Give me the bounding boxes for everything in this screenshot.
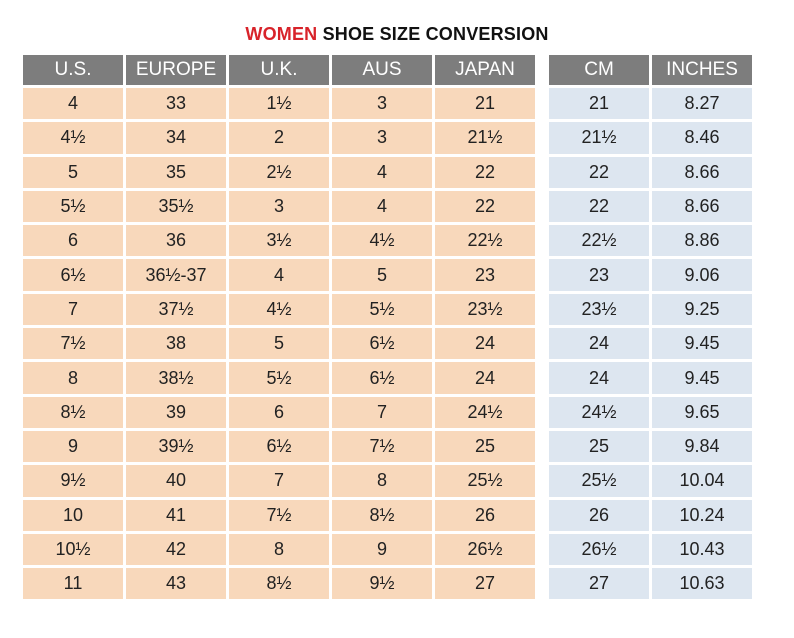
cell-europe: 41 [126,500,226,531]
cell-aus: 6½ [332,328,432,359]
cell-us: 11 [23,568,123,599]
length-conversion-table [546,52,755,602]
cell-us: 4½ [23,122,123,153]
cell-europe: 39½ [126,431,226,462]
table-row [549,259,752,290]
cell-japan: 27 [435,568,535,599]
cell-inches: 8.46 [652,122,752,153]
cell-us: 10 [23,500,123,531]
cell-inches: 9.06 [652,259,752,290]
cell-europe: 35 [126,157,226,188]
cell-inches: 9.45 [652,328,752,359]
cell-cm: 23½ [549,294,649,325]
cell-europe: 36½-37 [126,259,226,290]
table-row [23,568,535,599]
cell-uk: 1½ [229,88,329,119]
cell-aus: 9 [332,534,432,565]
header-us: U.S. [23,55,123,85]
header-europe: EUROPE [126,55,226,85]
cell-us: 4 [23,88,123,119]
table-row [23,397,535,428]
table-row [23,465,535,496]
cell-inches: 8.66 [652,191,752,222]
cell-inches: 10.24 [652,500,752,531]
cell-us: 7 [23,294,123,325]
table-row [23,88,535,119]
table-row [23,225,535,256]
table-row [23,122,535,153]
title-rest: SHOE SIZE CONVERSION [317,24,549,44]
cell-cm: 22 [549,157,649,188]
cell-europe: 35½ [126,191,226,222]
cell-inches: 8.86 [652,225,752,256]
cell-uk: 5 [229,328,329,359]
cell-europe: 43 [126,568,226,599]
cell-europe: 38 [126,328,226,359]
cell-aus: 7½ [332,431,432,462]
table-row [23,431,535,462]
table-row [549,294,752,325]
cell-uk: 6 [229,397,329,428]
cell-uk: 2 [229,122,329,153]
cell-us: 9 [23,431,123,462]
cell-uk: 6½ [229,431,329,462]
cell-inches: 10.04 [652,465,752,496]
cell-cm: 24½ [549,397,649,428]
cell-cm: 26½ [549,534,649,565]
table-row [23,191,535,222]
table-row [549,534,752,565]
cell-japan: 23½ [435,294,535,325]
cell-cm: 21½ [549,122,649,153]
table-row [549,225,752,256]
table-row [23,534,535,565]
cell-japan: 21 [435,88,535,119]
table-row [549,157,752,188]
cell-us: 5 [23,157,123,188]
title-accent: WOMEN [245,24,318,44]
cell-us: 8 [23,362,123,393]
cell-japan: 24 [435,362,535,393]
cell-inches: 9.45 [652,362,752,393]
cell-japan: 25½ [435,465,535,496]
cell-aus: 8½ [332,500,432,531]
table-row [23,362,535,393]
cell-inches: 9.84 [652,431,752,462]
cell-japan: 24½ [435,397,535,428]
table-row [23,259,535,290]
table-row [549,362,752,393]
cell-us: 8½ [23,397,123,428]
cell-aus: 6½ [332,362,432,393]
cell-aus: 5½ [332,294,432,325]
cell-uk: 8 [229,534,329,565]
cell-europe: 40 [126,465,226,496]
table-row [23,157,535,188]
table-row [23,328,535,359]
cell-europe: 39 [126,397,226,428]
table-row [549,465,752,496]
cell-us: 6 [23,225,123,256]
cell-cm: 24 [549,362,649,393]
cell-europe: 37½ [126,294,226,325]
cell-japan: 23 [435,259,535,290]
size-conversion-table [20,52,538,602]
cell-us: 5½ [23,191,123,222]
table-row [549,568,752,599]
header-japan: JAPAN [435,55,535,85]
cell-japan: 22 [435,157,535,188]
cell-aus: 4 [332,157,432,188]
cell-uk: 8½ [229,568,329,599]
cell-aus: 3 [332,88,432,119]
cell-japan: 26 [435,500,535,531]
cell-inches: 10.63 [652,568,752,599]
cell-us: 6½ [23,259,123,290]
cell-europe: 38½ [126,362,226,393]
header-row [23,55,535,85]
cell-japan: 25 [435,431,535,462]
cell-uk: 4 [229,259,329,290]
header-inches: INCHES [652,55,752,85]
cell-aus: 3 [332,122,432,153]
cell-inches: 9.25 [652,294,752,325]
cell-japan: 21½ [435,122,535,153]
cell-cm: 21 [549,88,649,119]
header-uk: U.K. [229,55,329,85]
table-row [549,191,752,222]
cell-uk: 7 [229,465,329,496]
header-row [549,55,752,85]
cell-aus: 5 [332,259,432,290]
cell-japan: 22½ [435,225,535,256]
cell-europe: 36 [126,225,226,256]
cell-japan: 22 [435,191,535,222]
cell-cm: 22½ [549,225,649,256]
cell-us: 7½ [23,328,123,359]
cell-cm: 25 [549,431,649,462]
cell-aus: 7 [332,397,432,428]
cell-cm: 24 [549,328,649,359]
cell-europe: 34 [126,122,226,153]
cell-aus: 4½ [332,225,432,256]
table-row [23,294,535,325]
cell-uk: 7½ [229,500,329,531]
cell-aus: 8 [332,465,432,496]
table-row [549,431,752,462]
cell-uk: 4½ [229,294,329,325]
cell-europe: 33 [126,88,226,119]
cell-cm: 27 [549,568,649,599]
cell-uk: 5½ [229,362,329,393]
cell-uk: 3 [229,191,329,222]
cell-cm: 25½ [549,465,649,496]
page-title [0,24,794,45]
cell-us: 9½ [23,465,123,496]
cell-cm: 23 [549,259,649,290]
cell-aus: 4 [332,191,432,222]
header-cm: CM [549,55,649,85]
cell-aus: 9½ [332,568,432,599]
table-row [549,88,752,119]
header-aus: AUS [332,55,432,85]
cell-cm: 26 [549,500,649,531]
table-row [549,397,752,428]
cell-us: 10½ [23,534,123,565]
table-row [23,500,535,531]
cell-inches: 8.27 [652,88,752,119]
cell-inches: 9.65 [652,397,752,428]
cell-uk: 3½ [229,225,329,256]
table-row [549,500,752,531]
table-row [549,122,752,153]
cell-inches: 10.43 [652,534,752,565]
table-row [549,328,752,359]
cell-japan: 26½ [435,534,535,565]
cell-europe: 42 [126,534,226,565]
cell-inches: 8.66 [652,157,752,188]
cell-cm: 22 [549,191,649,222]
cell-japan: 24 [435,328,535,359]
cell-uk: 2½ [229,157,329,188]
